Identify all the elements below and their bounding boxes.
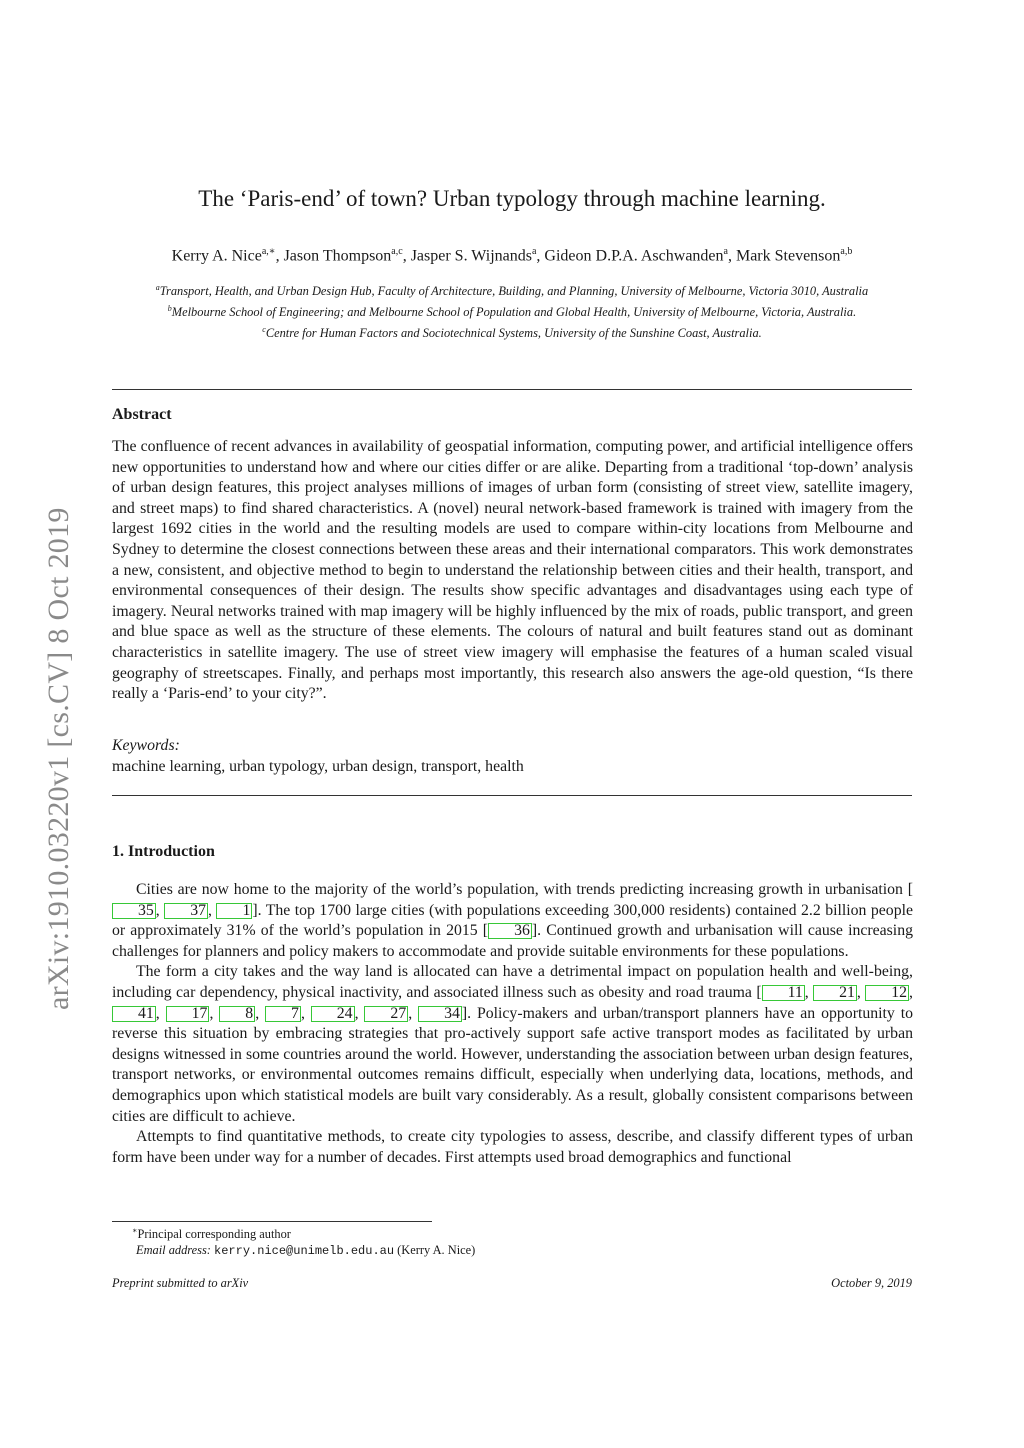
abstract-bottom-rule xyxy=(112,795,912,796)
footnote-email xyxy=(136,1243,475,1258)
email-owner: (Kerry A. Nice) xyxy=(397,1243,476,1257)
affiliation-text: Centre for Human Factors and Sociotechnical Systems, University of the Sunshine Coast, Australia. xyxy=(265,326,762,341)
paragraph: The form a city takes and the way land is allocated can have a detrimental impact on population health and well-being, including car dependency, physical inactivity, and associated illness such as obesity and road trauma [ 11 , 21 , 12 , 41 , 17 , 8 , 7 , 24 , 27 , 34 ]. Policy-makers and urban/transport planners have an opportunity to reverse this situation by embracing strategies that pro-actively support safe active transport modes as facilitated by urban designs witnessed in some countries around the world. However, understanding the association between urban design features, transport networks, or environmental outcomes remains difficult, especially when underlying data, locations, methods, and demographics upon which statistical models are built vary considerably. As a result, globally consistent comparisons between cities are difficult to achieve. xyxy=(112,963,913,1125)
footnote-rule xyxy=(112,1221,432,1222)
citation-link[interactable]: 35 xyxy=(112,903,156,919)
author-affil-mark: a xyxy=(723,246,728,257)
author-name: Kerry A. Nice xyxy=(171,247,262,265)
arxiv-identifier: arXiv:1910.03220v1 [cs.CV] 8 Oct 2019 xyxy=(42,507,75,1010)
author-name: Gideon D.P.A. Aschwanden xyxy=(544,247,724,265)
paper-title: The ‘Paris-end’ of town? Urban typology through machine learning. xyxy=(198,186,826,211)
footnote-corresponding xyxy=(132,1226,291,1242)
citation-link[interactable]: 37 xyxy=(164,903,208,919)
affiliation xyxy=(112,321,912,342)
footnote-text: Principal corresponding author xyxy=(137,1227,291,1242)
author-affil-mark: a xyxy=(531,246,537,257)
paragraph-text: Cities are now home to the majority of the world’s population, with trends predicting increasing growth in urbanisation [ xyxy=(136,881,913,898)
author-list: Kerry A. Nice$^{a,∗}$, Jason Thompson$^{a,c}$, Jasper S. Wijnands$^a$, Gideon D.P.A. Aschwanden$^a$, Mark Stevenson$^{a,b}$ xyxy=(171,246,853,265)
affiliation-text: Transport, Health, and Urban Design Hub, Faculty of Architecture, Building, and Planning, University of Melbourne, Victoria 3010, Australia xyxy=(159,284,869,299)
section-heading-introduction: 1. Introduction xyxy=(112,843,215,860)
affiliation-mark: c xyxy=(262,325,266,335)
affiliation-mark: b xyxy=(167,304,172,314)
affiliation-list xyxy=(112,279,912,342)
email-label: Email address: xyxy=(136,1243,211,1257)
citation-link[interactable]: 24 xyxy=(311,1006,355,1022)
keywords-text: machine learning, urban typology, urban design, transport, health xyxy=(112,758,524,775)
citation-link[interactable]: 8 xyxy=(219,1006,255,1022)
affiliation xyxy=(112,279,912,300)
citation-link[interactable]: 36 xyxy=(488,923,532,939)
author-affil-mark: a,∗ xyxy=(261,246,276,257)
paragraph: Attempts to find quantitative methods, to create city typologies to assess, describe, and classify different types of urban form have been under way for a number of decades. First attempts used broad demographics and functional xyxy=(112,1128,913,1166)
citation-link[interactable]: 34 xyxy=(418,1006,462,1022)
paragraph: Cities are now home to the majority of the world’s population, with trends predicting increasing growth in urbanisation [35 , 37 , 1 ]. The top 1700 large cities (with populations exceeding 300,000 residents) contained 2.2 billion people or approximately 31% of the world’s population in 2015 [ 36 ]. Continued growth and urbanisation will cause increasing challenges for planners and policy makers to accommodate and provide suitable environments for these populations. xyxy=(112,881,914,960)
affiliation-text: Melbourne School of Engineering; and Melbourne School of Population and Global Health, University of Melbourne, Victoria, Australia. xyxy=(171,305,857,320)
citation-link[interactable]: 21 xyxy=(813,985,857,1001)
footer-preprint-note: Preprint submitted to arXiv xyxy=(112,1276,249,1290)
keywords-label: Keywords: xyxy=(112,737,180,754)
introduction-body xyxy=(112,880,913,1168)
author-name: Jasper S. Wijnands xyxy=(410,247,532,265)
paragraph-text: The form a city takes and the way land is allocated can have a detrimental impact on population health and well-being, including car dependency, physical inactivity, and associated illness such as obesity and road trauma [ xyxy=(112,963,913,1001)
citation-link[interactable]: 11 xyxy=(762,985,805,1001)
citation-link[interactable]: 41 xyxy=(112,1006,156,1022)
author-name: Mark Stevenson xyxy=(735,247,841,265)
citation-link[interactable]: 1 xyxy=(216,903,252,919)
citation-link[interactable]: 12 xyxy=(865,985,909,1001)
citation-link[interactable]: 27 xyxy=(364,1006,408,1022)
author-name: Jason Thompson xyxy=(283,247,392,265)
citation-link[interactable]: 17 xyxy=(166,1006,210,1022)
citation-link[interactable]: 7 xyxy=(265,1006,301,1022)
paragraph-text: ]. Continued growth and urbanisation will cause increasing challenges for planners and policy makers to accommodate and provide suitable environments for these populations. xyxy=(112,922,913,960)
paragraph-text: ]. The top 1700 large cities (with populations exceeding 300,000 residents) contained 2.2 billion people or approximately 31% of the world’s population in 2015 [ xyxy=(112,901,914,940)
author-affil-mark: a,b xyxy=(840,246,853,257)
abstract-top-rule xyxy=(112,389,912,390)
abstract-heading: Abstract xyxy=(112,406,172,423)
footnote-mark: ∗ xyxy=(132,1226,138,1235)
paragraph-text: ]. Policy-makers and urban/transport planners have an opportunity to reverse this situation by embracing strategies that pro-actively support safe active transport modes as facilitated by urban designs witnessed in some countries around the world. However, understanding the association between urban design features, transport networks, or environmental outcomes remains difficult, especially when underlying data, locations, methods, and demographics upon which statistical models are built vary considerably. As a result, globally consistent comparisons between cities are difficult to achieve. xyxy=(112,1004,913,1125)
email-address[interactable]: kerry.nice@unimelb.edu.au xyxy=(214,1244,395,1258)
abstract-text: The confluence of recent advances in availability of geospatial information, computing power, and artificial intelligence offers new opportunities to understand how and where our cities differ or are alike. Departing from a traditional ‘top-down’ analysis of urban design features, this project analyses millions of images of urban form (consisting of street view, satellite imagery, and street maps) to find shared characteristics. A (novel) neural network-based framework is trained with imagery from the largest 1692 cities in the world and the resulting models are used to compare within-city locations from Melbourne and Sydney to determine the closest connections between these areas and their international comparators. This work demonstrates a new, consistent, and objective method to begin to understand the relationship between cities and their health, transport, and environmental consequences of their design. The results show specific advantages and disadvantages using each type of imagery. Neural networks trained with map imagery will be highly influenced by the mix of roads, public transport, and green and blue space as well as the structure of these elements. The colours of natural and built features stand out as dominant characteristics in satellite imagery. The use of street view imagery will emphasise the features of a human scaled visual geography of streetscapes. Finally, and perhaps most importantly, this research also answers the age-old question, “Is there really a ‘Paris-end’ to your city?”. xyxy=(112,438,913,703)
author-affil-mark: a,c xyxy=(391,246,403,257)
footer-date: October 9, 2019 xyxy=(831,1276,912,1290)
affiliation xyxy=(112,300,912,321)
affiliation-mark: a xyxy=(155,283,160,292)
